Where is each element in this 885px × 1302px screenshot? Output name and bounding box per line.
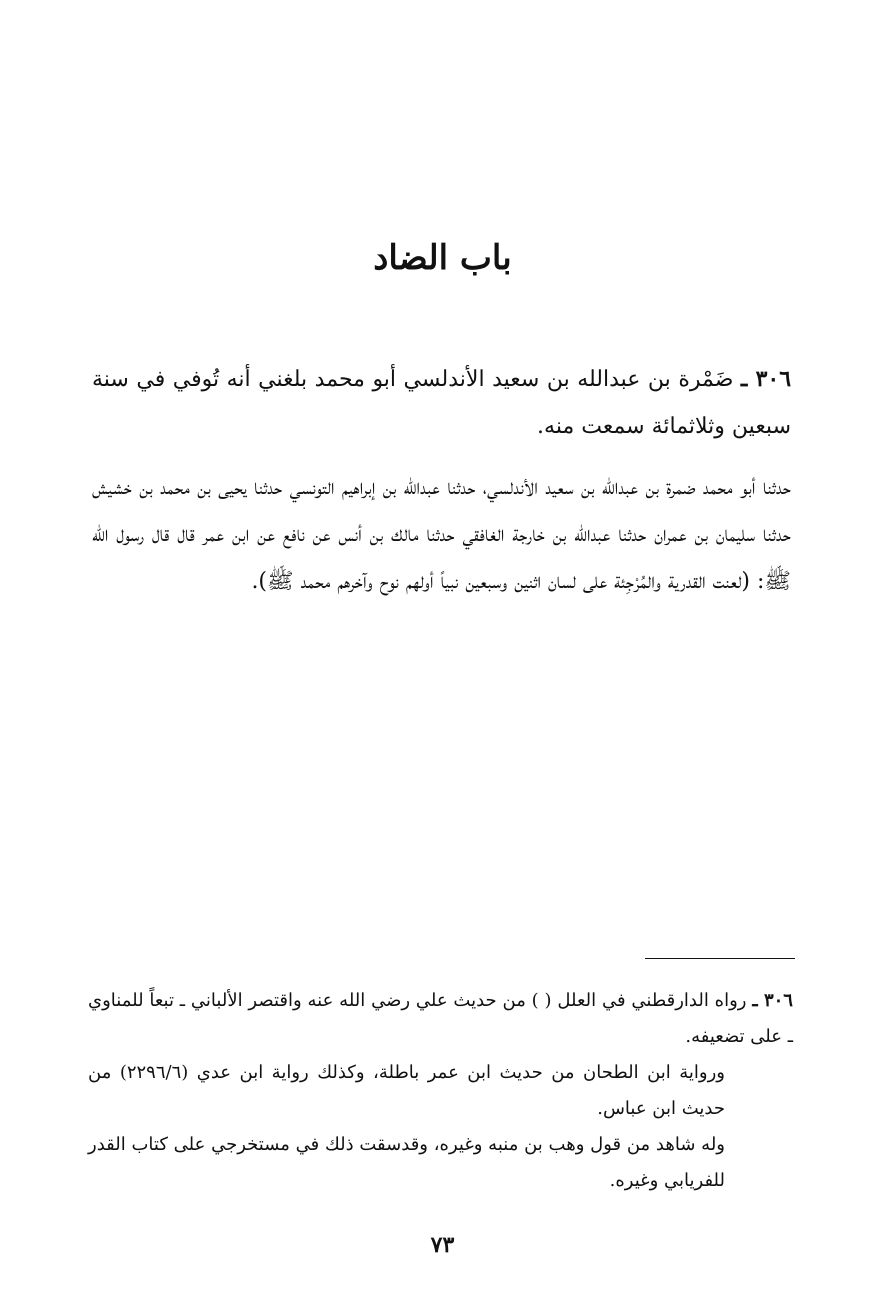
footnote-number: ٣٠٦ ـ [752,990,793,1011]
entry-number: ٣٠٦ ـ [740,366,792,392]
entry-body [92,356,791,605]
footnote-divider [645,958,795,959]
page-number: ٧٣ [430,1232,455,1258]
chapter-title: باب الضاد [373,238,512,278]
footnote-paragraph: ورواية ابن الطحان من حديث ابن عمر باطلة، وكذلك رواية ابن عدي (٢٢٩٦/٦) من حديث ابن عباس. [88,1062,725,1119]
footnote-text: رواه الدارقطني في العلل ( ) من حديث علي رضي الله عنه واقتصر الألباني ـ تبعاً للمناوي ـ على تضعيفه. [88,990,793,1047]
hadith-text: حدثنا أبو محمد ضمرة بن عبدالله بن سعيد الأندلسي، حدثنا عبدالله بن إبراهيم التونسي حدثنا يحيى بن محمد بن خشيش حدثنا سليمان بن عمران حدثنا عبدالله بن خارجة الغافقي حدثنا مالك بن أنس عن نافع عن ابن عمر قال قال رسول الله ﷺ: (لعنت القدرية والمُرْجِئة على لسان اثنين وسبعين نبياً أولهم نوح وآخرهم محمد ﷺ). [92,475,791,594]
footnotes [88,983,793,1199]
entry-heading-text: ضَمْرة بن عبدالله بن سعيد الأندلسي أبو محمد بلغني أنه تُوفي في سنة سبعين وثلاثمائة سمعت منه. [92,367,791,439]
footnote-paragraph: وله شاهد من قول وهب بن منبه وغيره، وقدسقت ذلك في مستخرجي على كتاب القدر للفريابي وغيره. [88,1134,725,1191]
entry-heading [92,356,791,450]
footnote-paragraph [88,983,793,1055]
